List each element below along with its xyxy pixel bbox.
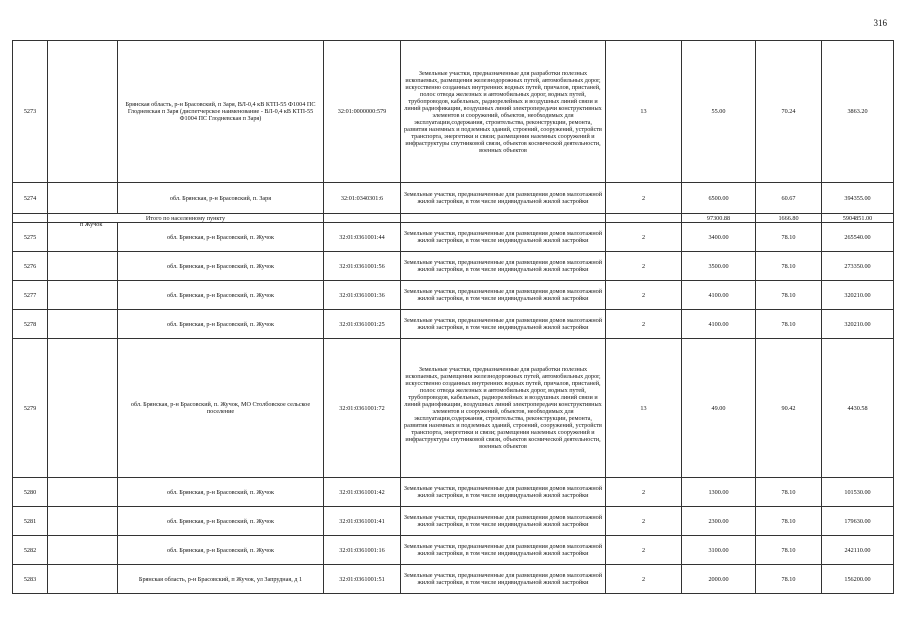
table-row [13, 339, 894, 478]
area-cell: 55.00 [682, 41, 756, 183]
rate-cell: 78.10 [756, 536, 822, 565]
use-group-cell: 13 [606, 339, 682, 478]
blank-cell [48, 281, 118, 310]
table-row [13, 252, 894, 281]
use-group-cell: 2 [606, 183, 682, 214]
area-cell: 1300.00 [682, 478, 756, 507]
value-cell: 4430.58 [822, 339, 894, 478]
land-use-cell: Земельные участки, предназначенные для размещения домов малоэтажной жилой застройки, в том числе индивидуальной жилой застройки [401, 281, 606, 310]
value-cell: 101530.00 [822, 478, 894, 507]
cadastral-number-cell: 32:01:0000000:579 [324, 41, 401, 183]
table-total-section [13, 214, 894, 223]
land-use-cell: Земельные участки, предназначенные для размещения домов малоэтажной жилой застройки, в том числе индивидуальной жилой застройки [401, 252, 606, 281]
area-cell: 4100.00 [682, 310, 756, 339]
table-row [13, 478, 894, 507]
rate-cell: 78.10 [756, 281, 822, 310]
land-use-cell: Земельные участки, предназначенные для размещения домов малоэтажной жилой застройки, в том числе индивидуальной жилой застройки [401, 565, 606, 594]
address-cell: обл. Брянская, р-н Брасовский, п. Жучок [118, 507, 324, 536]
land-use-cell: Земельные участки, предназначенные для размещения домов малоэтажной жилой застройки, в том числе индивидуальной жилой застройки [401, 478, 606, 507]
row-number: 5273 [13, 41, 48, 183]
rate-cell: 60.67 [756, 183, 822, 214]
land-use-cell: Земельные участки, предназначенные для разработки полезных ископаемых, размещения железнодорожных путей, автомобильных дорог, искусственно созданных внутренних водных путей, причалов, пристаней, полос отвода железных и автомобильных дорог, водных путей, трубопроводов, кабельных, радиорелейных и воздушных линий связи и линий радиофикации, воздушных линий электропередачи конструктивных элементов и сооружений, объектов, необходимых для эксплуатации,содержания, строительства, реконструкции, ремонта, развития наземных и подземных зданий, строений, сооружений, устройств транспорта, энергетики и связи; размещения наземных сооружений и инфраструктуры спутниковой связи, объектов космической деятельности, военных объектов [401, 41, 606, 183]
use-group-cell: 2 [606, 223, 682, 252]
row-number: 5275 [13, 223, 48, 252]
address-cell: обл. Брянская, р-н Брасовский, п. Жучок [118, 536, 324, 565]
address-cell: обл. Брянская, р-н Брасовский, п. Жучок [118, 281, 324, 310]
row-number: 5282 [13, 536, 48, 565]
value-cell: 265540.00 [822, 223, 894, 252]
row-number: 5278 [13, 310, 48, 339]
blank-cell [48, 507, 118, 536]
value-cell: 156200.00 [822, 565, 894, 594]
value-cell: 320210.00 [822, 281, 894, 310]
land-use-cell: Земельные участки, предназначенные для размещения домов малоэтажной жилой застройки, в том числе индивидуальной жилой застройки [401, 310, 606, 339]
blank-cell [48, 252, 118, 281]
row-number: 5277 [13, 281, 48, 310]
rate-cell: 78.10 [756, 507, 822, 536]
area-cell: 2000.00 [682, 565, 756, 594]
total-rate: 1666.80 [756, 214, 822, 223]
address-cell: обл. Брянская, р-н Брасовский, п. Жучок [118, 478, 324, 507]
land-use-cell: Земельные участки, предназначенные для размещения домов малоэтажной жилой застройки, в том числе индивидуальной жилой застройки [401, 536, 606, 565]
rate-cell: 78.10 [756, 478, 822, 507]
row-number: 5276 [13, 252, 48, 281]
page-number: 316 [873, 18, 887, 28]
table-row [13, 183, 894, 214]
table-row [13, 41, 894, 183]
cadastral-number-cell: 32:01:0361001:16 [324, 536, 401, 565]
area-cell: 2300.00 [682, 507, 756, 536]
cadastral-number-cell: 32:01:0361001:41 [324, 507, 401, 536]
area-cell: 3400.00 [682, 223, 756, 252]
address-cell: обл. Брянская, р-н Брасовский, п. Жучок [118, 310, 324, 339]
value-cell: 3863.20 [822, 41, 894, 183]
value-cell: 242110.00 [822, 536, 894, 565]
blank-cell [48, 536, 118, 565]
total-area: 97300.88 [682, 214, 756, 223]
blank-cell [48, 339, 118, 478]
cadastral-number-cell: 32:01:0361001:25 [324, 310, 401, 339]
table-row [13, 281, 894, 310]
cadastral-number-cell: 32:01:0361001:56 [324, 252, 401, 281]
land-registry-table [12, 40, 894, 594]
rate-cell: 70.24 [756, 41, 822, 183]
area-cell: 3500.00 [682, 252, 756, 281]
total-label: Итого по населенному пункту [48, 214, 324, 223]
table-body-upper [13, 41, 894, 214]
use-group-cell: 2 [606, 252, 682, 281]
settlement-caption: п Жучок [80, 221, 103, 228]
use-group-cell: 2 [606, 565, 682, 594]
land-use-cell: Земельные участки, предназначенные для разработки полезных ископаемых, размещения железнодорожных путей, автомобильных дорог, искусственно созданных внутренних водных путей, причалов, пристаней, полос отвода железных и автомобильных дорог, водных путей, трубопроводов, кабельных, радиорелейных и воздушных линий связи и линий радиофикации, воздушных линий электропередачи конструктивных элементов и сооружений, объектов, необходимых для эксплуатации,содержания, строительства, реконструкции, ремонта, развития наземных и подземных зданий, строений, сооружений, устройств транспорта, энергетики и связи; размещения наземных сооружений и инфраструктуры спутниковой связи, объектов космической деятельности, военных объектов [401, 339, 606, 478]
table-body-lower [13, 223, 894, 594]
table-row [13, 223, 894, 252]
use-group-cell: 2 [606, 536, 682, 565]
area-cell: 4100.00 [682, 281, 756, 310]
rate-cell: 90.42 [756, 339, 822, 478]
address-cell: обл. Брянская, р-н Брасовский, п. Жучок [118, 252, 324, 281]
rate-cell: 78.10 [756, 565, 822, 594]
use-group-cell: 2 [606, 310, 682, 339]
address-cell: обл. Брянская, р-н Брасовский, п. Жучок, МО Столбовское сельское поселение [118, 339, 324, 478]
address-cell: Брянская область, р-н Брасовский, п Заря, ВЛ-0,4 кВ КТП-55 Ф1004 ПС Глодневская п Заря (диспетчерское наименование - ВЛ-0,4 кВ КТП-55 Ф1004 ПС Глодневская п Заря) [118, 41, 324, 183]
land-use-cell: Земельные участки, предназначенные для размещения домов малоэтажной жилой застройки, в том числе индивидуальной жилой застройки [401, 183, 606, 214]
cadastral-number-cell: 32:01:0361001:36 [324, 281, 401, 310]
value-cell: 273350.00 [822, 252, 894, 281]
cadastral-number-cell: 32:01:0361001:72 [324, 339, 401, 478]
blank-cell [48, 478, 118, 507]
address-cell: обл. Брянская, р-н Брасовский, п. Заря [118, 183, 324, 214]
address-cell: обл. Брянская, р-н Брасовский, п. Жучок [118, 223, 324, 252]
value-cell: 320210.00 [822, 310, 894, 339]
row-number: 5281 [13, 507, 48, 536]
area-cell: 6500.00 [682, 183, 756, 214]
cadastral-number-cell: 32:01:0361001:44 [324, 223, 401, 252]
value-cell: 179630.00 [822, 507, 894, 536]
use-group-cell: 2 [606, 478, 682, 507]
table-row [13, 310, 894, 339]
total-value: 5904851.00 [822, 214, 894, 223]
address-cell: Брянская область, р-н Брасовский, п Жучок, ул Запрудная, д 1 [118, 565, 324, 594]
use-group-cell: 13 [606, 41, 682, 183]
table-row [13, 565, 894, 594]
use-group-cell: 2 [606, 281, 682, 310]
row-number: 5280 [13, 478, 48, 507]
row-number: 5279 [13, 339, 48, 478]
row-number: 5283 [13, 565, 48, 594]
cadastral-number-cell: 32:01:0361001:42 [324, 478, 401, 507]
value-cell: 394355.00 [822, 183, 894, 214]
blank-cell [48, 565, 118, 594]
table-row [13, 536, 894, 565]
table-row [13, 507, 894, 536]
land-use-cell: Земельные участки, предназначенные для размещения домов малоэтажной жилой застройки, в том числе индивидуальной жилой застройки [401, 223, 606, 252]
use-group-cell: 2 [606, 507, 682, 536]
cadastral-number-cell: 32:01:0361001:51 [324, 565, 401, 594]
rate-cell: 78.10 [756, 223, 822, 252]
blank-cell [48, 41, 118, 183]
row-number: 5274 [13, 183, 48, 214]
blank-cell [48, 310, 118, 339]
cadastral-number-cell: 32:01:0340301:6 [324, 183, 401, 214]
land-use-cell: Земельные участки, предназначенные для размещения домов малоэтажной жилой застройки, в том числе индивидуальной жилой застройки [401, 507, 606, 536]
area-cell: 3100.00 [682, 536, 756, 565]
rate-cell: 78.10 [756, 310, 822, 339]
total-row [13, 214, 894, 223]
blank-cell [48, 183, 118, 214]
rate-cell: 78.10 [756, 252, 822, 281]
area-cell: 49.00 [682, 339, 756, 478]
